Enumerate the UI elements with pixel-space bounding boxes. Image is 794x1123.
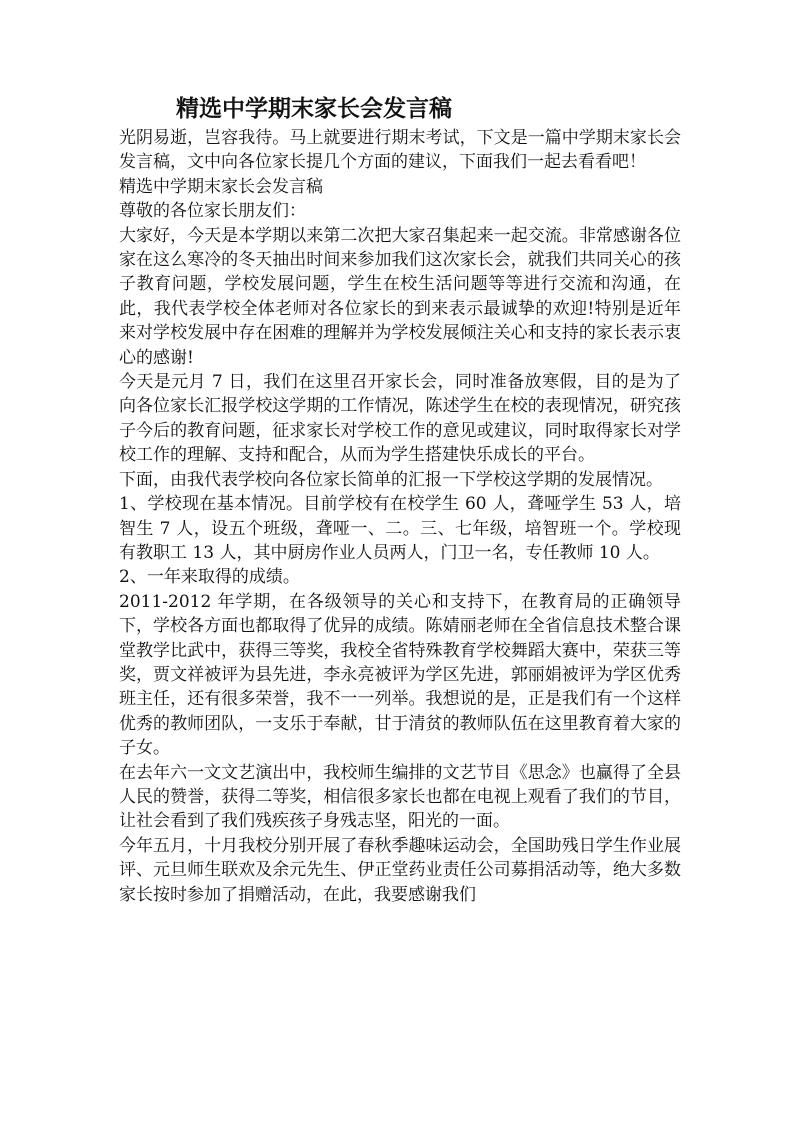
paragraph-intro: 光阴易逝，岂容我待。马上就要进行期末考试，下文是一篇中学期末家长会发言稿，文中向各位家长提几个方面的建议，下面我们一起去看看吧！: [119, 128, 681, 173]
paragraph-subtitle: 精选中学期末家长会发言稿: [119, 176, 323, 197]
paragraph-greeting: 大家好，今天是本学期以来第二次把大家召集起来一起交流。非常感谢各位家在这么寒冷的冬天抽出时间来参加我们这次家长会，就我们共同关心的孩子教育问题，学校发展问题，学生在校生活问题等等进行交流和沟通，在此，我代表学校全体老师对各位家长的到来表示最诚挚的欢迎!特别是近年来对学校发展中存在困难的理解并为学校发展倾注关心和支持的家长表示衷心的感谢!: [119, 225, 681, 368]
paragraph-achievements: 2011-2012 年学期，在各级领导的关心和支持下，在教育局的正确领导下，学校各方面也都取得了优异的成绩。陈婧丽老师在全省信息技术整合课堂教学比武中，获得三等奖，我校全省特殊教育学校舞蹈大赛中，荣获三等奖，贾文祥被评为县先进，李永亮被评为学区先进，郭丽娟被评为学区优秀班主任，还有很多荣誉，我不一一列举。我想说的是，正是我们有一个这样优秀的教师团队，一支乐于奉献，甘于清贫的教师队伍在这里教育着大家的子女。: [119, 591, 681, 759]
paragraph-performance: 在去年六一文文艺演出中，我校师生编排的文艺节目《思念》也赢得了全县人民的赞誉，获得二等奖，相信很多家长也都在电视上观看了我们的节目，让社会看到了我们残疾孩子身残志坚，阳光的一面。: [119, 762, 681, 832]
document-title: 精选中学期末家长会发言稿: [176, 95, 452, 122]
paragraph-report-intro: 下面，由我代表学校向各位家长简单的汇报一下学校这学期的发展情况。: [119, 469, 663, 490]
paragraph-basic-situation: 1、学校现在基本情况。目前学校有在校学生 60 人，聋哑学生 53 人，培智生 7 人，设五个班级，聋哑一、二。三、七年级，培智班一个。学校现有教职工 13 人，其中厨房作业人员两人，门卫一名，专任教师 10 人。: [119, 494, 681, 563]
paragraph-activities: 今年五月，十月我校分别开展了春秋季趣味运动会，全国助残日学生作业展评、元旦师生联欢及余元先生、伊正堂药业责任公司募捐活动等，绝大多数家长按时参加了捐赠活动，在此，我要感谢我们: [119, 835, 681, 905]
paragraph-achievements-heading: 2、一年来取得的成绩。: [119, 567, 300, 588]
paragraph-purpose: 今天是元月 7 日，我们在这里召开家长会，同时准备放寒假，目的是为了向各位家长汇报学校这学期的工作情况，陈述学生在校的表现情况，研究孩子今后的教育问题，征求家长对学校工作的意见或建议，同时取得家长对学校工作的理解、支持和配合，从而为学生搭建快乐成长的平台。: [119, 372, 681, 466]
document-body: [119, 126, 681, 907]
paragraph-salutation: 尊敬的各位家长朋友们：: [119, 201, 306, 222]
